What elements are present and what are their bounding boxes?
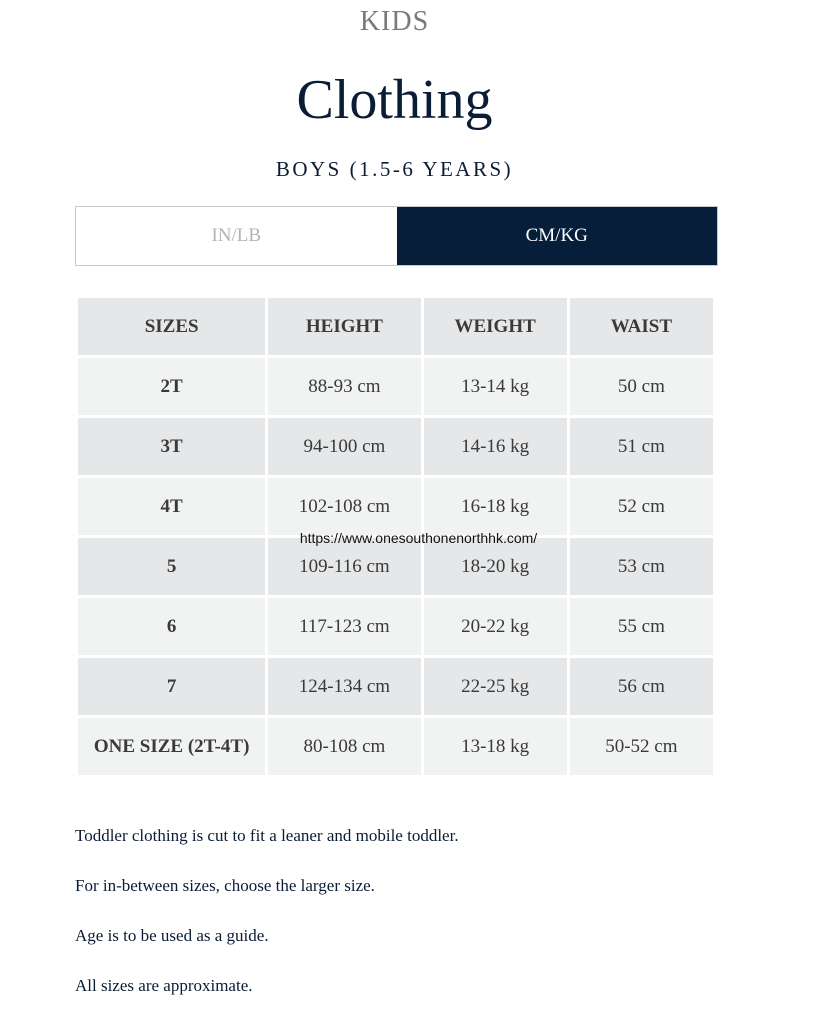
height-cell: 102-108 cm — [268, 478, 420, 535]
weight-cell: 18-20 kg — [424, 538, 567, 595]
weight-cell: 13-14 kg — [424, 358, 567, 415]
height-cell: 117-123 cm — [268, 598, 420, 655]
height-cell: 80-108 cm — [268, 718, 420, 775]
weight-cell: 14-16 kg — [424, 418, 567, 475]
page-subtitle: BOYS (1.5-6 YEARS) — [275, 157, 514, 181]
waist-cell: 50-52 cm — [570, 718, 713, 775]
header-height: HEIGHT — [268, 298, 420, 355]
size-cell: 5 — [78, 538, 265, 595]
size-cell: 3T — [78, 418, 265, 475]
height-cell: 94-100 cm — [268, 418, 420, 475]
note-approximate: All sizes are approximate. — [75, 976, 253, 995]
weight-cell: 22-25 kg — [424, 658, 567, 715]
waist-cell: 53 cm — [570, 538, 713, 595]
watermark-url: https://www.onesouthonenorthhk.com/ — [299, 530, 538, 546]
size-cell: 2T — [78, 358, 265, 415]
table-row — [78, 658, 713, 715]
size-notes — [75, 826, 775, 1026]
size-cell: 7 — [78, 658, 265, 715]
unit-option-in-lb[interactable]: IN/LB — [76, 207, 397, 265]
table-row — [78, 718, 713, 775]
waist-cell: 51 cm — [570, 418, 713, 475]
table-row — [78, 418, 713, 475]
waist-cell: 52 cm — [570, 478, 713, 535]
note-age-guide: Age is to be used as a guide. — [75, 926, 269, 945]
unit-toggle — [75, 206, 718, 266]
size-cell: 6 — [78, 598, 265, 655]
note-toddler-fit: Toddler clothing is cut to fit a leaner and mobile toddler. — [75, 826, 459, 845]
table-row — [78, 598, 713, 655]
size-cell: 4T — [78, 478, 265, 535]
page-title: Clothing — [296, 69, 493, 131]
table-header-row — [78, 298, 713, 355]
height-cell: 124-134 cm — [268, 658, 420, 715]
header-waist: WAIST — [570, 298, 713, 355]
table-row — [78, 538, 713, 595]
size-cell: ONE SIZE (2T-4T) — [78, 718, 265, 775]
header-sizes: SIZES — [78, 298, 265, 355]
note-in-between: For in-between sizes, choose the larger size. — [75, 876, 375, 895]
table-row — [78, 358, 713, 415]
table-row — [78, 478, 713, 535]
weight-cell: 16-18 kg — [424, 478, 567, 535]
header-weight: WEIGHT — [424, 298, 567, 355]
waist-cell: 55 cm — [570, 598, 713, 655]
category-label: KIDS — [359, 6, 430, 37]
height-cell: 88-93 cm — [268, 358, 420, 415]
weight-cell: 13-18 kg — [424, 718, 567, 775]
waist-cell: 50 cm — [570, 358, 713, 415]
weight-cell: 20-22 kg — [424, 598, 567, 655]
unit-option-cm-kg[interactable]: CM/KG — [397, 207, 718, 265]
waist-cell: 56 cm — [570, 658, 713, 715]
height-cell: 109-116 cm — [268, 538, 420, 595]
